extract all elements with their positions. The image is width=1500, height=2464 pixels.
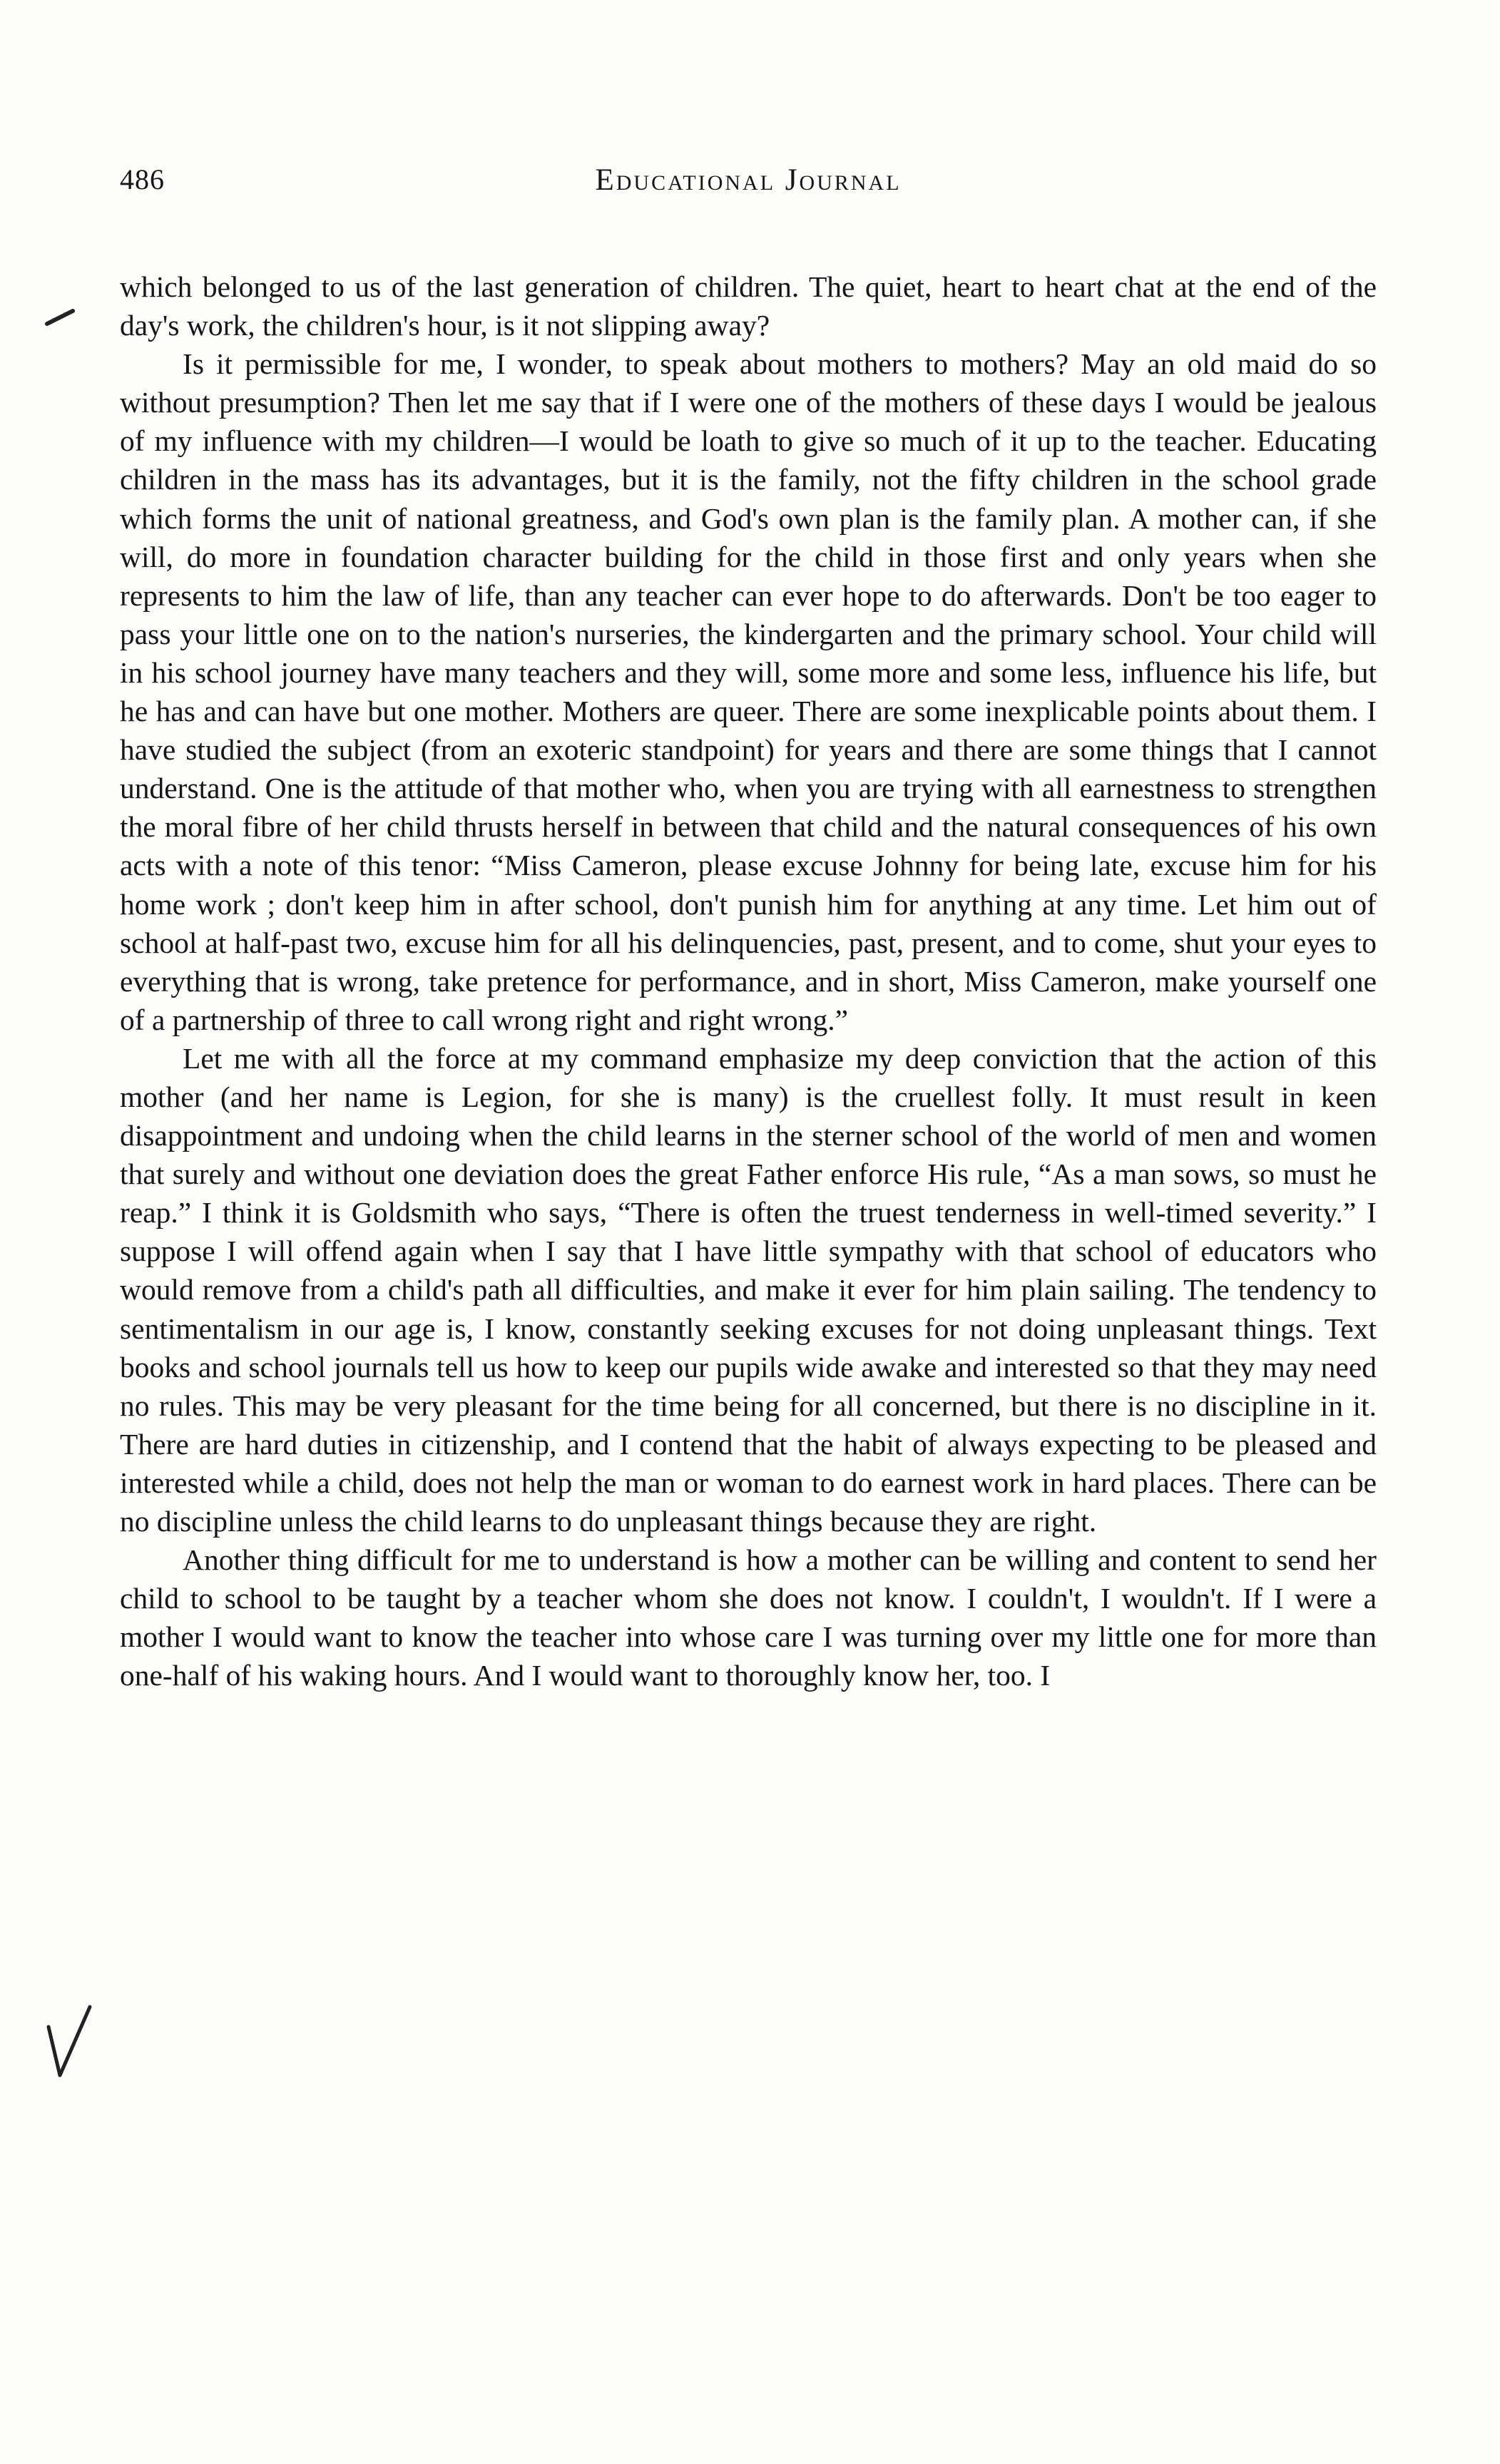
paragraph-continuation: which belonged to us of the last generation of children. The quiet, heart to heart chat at the end of the day's work, the children's hour, is it not slipping away? xyxy=(120,270,1377,342)
paragraph-another-thing: Another thing difficult for me to understand is how a mother can be willing and content to send her child to school to be taught by a teacher whom she does not know. I couldn't, I wouldn't. If I were a mother I would want to know the teacher into whose care I was turning over my little one for more than one-half of his waking hours. And I would want to thoroughly know her, too. I xyxy=(120,1543,1377,1692)
page-header xyxy=(120,163,1377,213)
paragraph-conviction: Let me with all the force at my command emphasize my deep conviction that the action of this mother (and her name is Legion, for she is many) is the cruellest folly. It must result in keen disappointment and undoing when the child learns in the sterner school of the world of men and women that surely and without one deviation does the great Father enforce His rule, “As a man sows, so must he reap.” I think it is Goldsmith who says, “There is often the truest tenderness in well-timed severity.” I suppose I will offend again when I say that I have little sympathy with that school of educators who would remove from a child's path all difficulties, and make it ever for him plain sailing. The tendency to sentimentalism in our age is, I know, constantly seeking excuses for not doing unpleasant things. Text books and school journals tell us how to keep our pupils wide awake and interested so that they may need no rules. This may be very pleasant for the time being for all concerned, but there is no discipline in it. There are hard duties in citizenship, and I contend that the habit of always expecting to be pleased and interested while a child, does not help the man or woman to do earnest work in hard places. There can be no discipline unless the child learns to do unpleasant things because they are right. xyxy=(120,1041,1377,1538)
running-title: Educational Journal xyxy=(595,163,902,197)
paragraph-mothers: Is it permissible for me, I wonder, to speak about mothers to mothers? May an old maid do so without presumption? Then let me say that if I were one of the mothers of these days I would be jealous of my influence with my children—I would be loath to give so much of it up to the teacher. Educating children in the mass has its advantages, but it is the family, not the fifty children in the school grade which forms the unit of national greatness, and God's own plan is the family plan. A mother can, if she will, do more in foundation character building for the child in those first and only years when she represents to him the law of life, than any teacher can ever hope to do afterwards. Don't be too eager to pass your little one on to the nation's nurseries, the kindergarten and the primary school. Your child will in his school journey have many teachers and they will, some more and some less, influence his life, but he has and can have but one mother. Mothers are queer. There are some inexplicable points about them. I have studied the subject (from an exoteric standpoint) for years and there are some things that I cannot understand. One is the attitude of that mother who, when you are trying with all earnestness to strengthen the moral fibre of her child thrusts herself in between that child and the natural consequences of his own acts with a note of this tenor: “Miss Cameron, please excuse Johnny for being late, excuse him for his home work ; don't keep him in after school, don't punish him for anything at any time. Let him out of school at half-past two, excuse him for all his delinquencies, past, present, and to come, shut your eyes to everything that is wrong, take pretence for performance, and in short, Miss Cameron, make yourself one of a partnership of three to call wrong right and right wrong.” xyxy=(120,347,1377,1036)
pencil-check-mark xyxy=(44,2003,94,2081)
article-body xyxy=(120,267,1377,1694)
pencil-dash-mark xyxy=(44,307,76,328)
page-number: 486 xyxy=(120,163,165,195)
